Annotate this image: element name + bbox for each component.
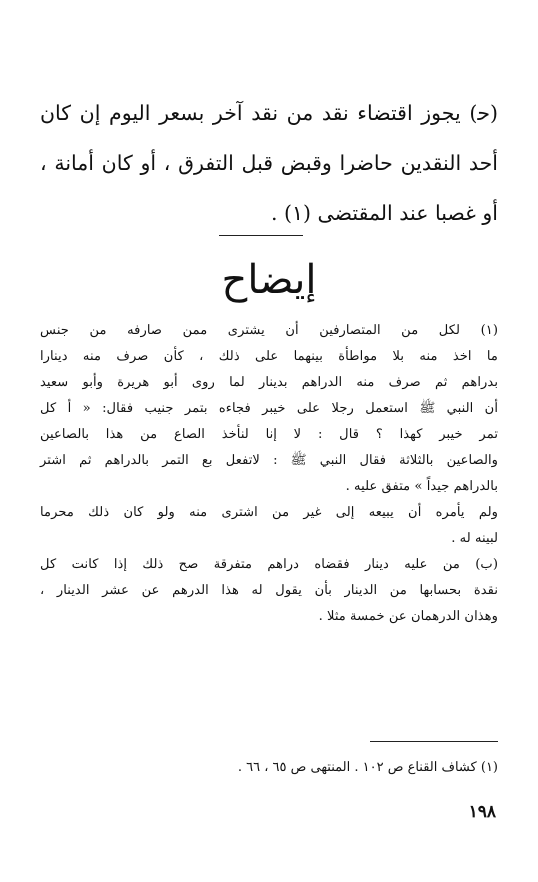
text-line: (ﺣ) يجوز اقتضاء نقد من نقد آخر بسعر اليوم إن كان (40, 101, 498, 125)
section-explanation (40, 318, 498, 630)
text-line: بالدراهم جيداً » متفق عليه . (345, 479, 498, 494)
text-line: أحد النقدين حاضرا وقبض قبل التفرق ، أو كان أمانة ، (40, 151, 498, 175)
text-line: أو غصبا عند المقتضى (١) . (270, 201, 498, 225)
page-number: ١٩٨ (468, 802, 496, 822)
text-line: أن النبي ﷺ استعمل رجلا على خيبر فجاءه بتمر جنيب فقال: « أ كل (40, 401, 498, 416)
section-heading: إيضاح (221, 257, 317, 303)
text-line: وهذان الدرهمان عن خمسة مثلا . (318, 609, 498, 624)
text-line: تمر خيبر كهذا ؟ قال : لا إنا لنأخذ الصاع من هذا بالصاعين (40, 427, 498, 442)
footnote-divider (370, 741, 498, 742)
text-line: ولم يأمره أن يبيعه إلى غير من اشترى منه ولو كان ذلك محرما (40, 505, 498, 520)
text-line: لبينه له . (451, 531, 498, 546)
text-line: والصاعين بالثلاثة فقال النبي ﷺ : لاتفعل بع التمر بالدراهم ثم اشتر (40, 453, 498, 468)
text-line: (ب) من عليه دينار فقضاه دراهم متفرقة صح ذلك إذا كانت كل (40, 557, 498, 572)
section-ruling-h (40, 88, 498, 238)
text-line: بدراهم ثم صرف منه الدراهم بدينار لما روى أبو هريرة وأبو سعيد (40, 375, 498, 390)
footnote: (١) كشاف القناع ص ١٠٢ . المنتهى ص ٦٥ ، ٦٦ . (237, 760, 498, 775)
text-line: (١) لكل من المتصارفين أن يشترى ممن صارفه من جنس (40, 323, 498, 338)
text-line: ما اخذ منه بلا مواطأة بينهما على ذلك ، كأن صرف منه دينارا (40, 349, 498, 364)
text-line: نقدة بحسابها من الدينار بأن يقول له هذا الدرهم عن عشر الدينار ، (40, 583, 498, 598)
section-divider (219, 235, 303, 236)
